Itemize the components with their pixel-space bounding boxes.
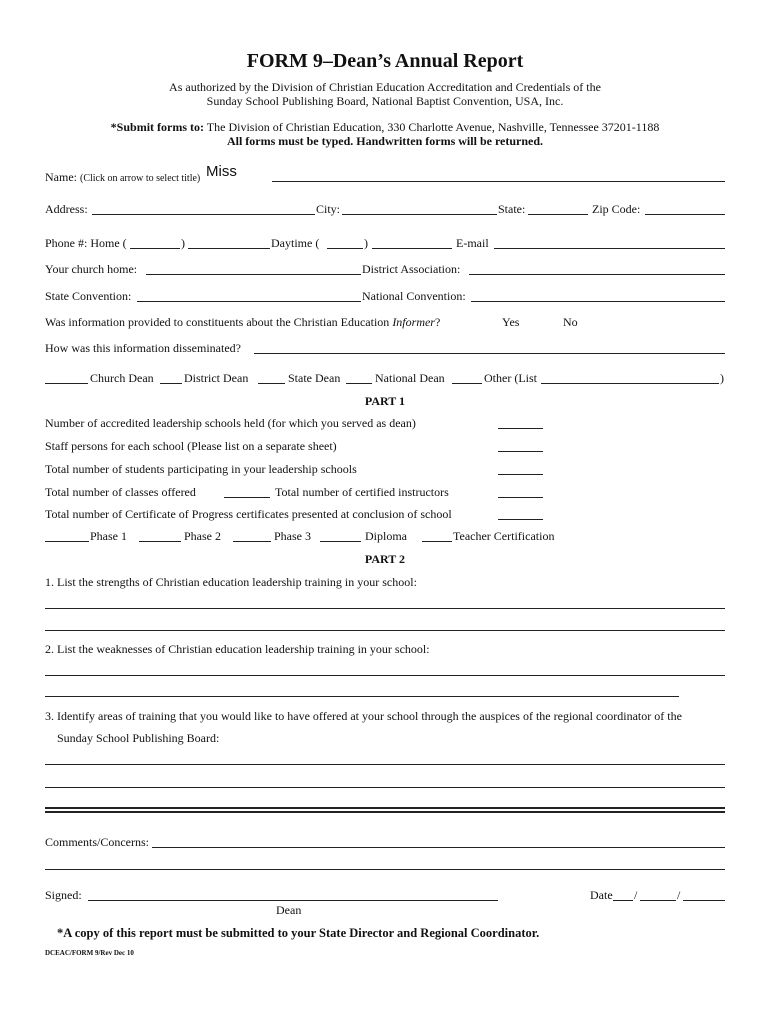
date-year-field[interactable]: [683, 900, 725, 901]
informer-yes-option[interactable]: Yes: [502, 315, 520, 329]
phase1-field[interactable]: [45, 541, 89, 542]
address-field[interactable]: [92, 214, 315, 215]
form-code: DCEAC/FORM 9/Rev Dec 10: [45, 949, 134, 957]
phase1-label: Phase 1: [90, 529, 127, 543]
schools-held-label: Number of accredited leadership schools held (for which you served as dean): [45, 416, 416, 430]
training-line-2[interactable]: [45, 787, 725, 788]
authorization-line-2: Sunday School Publishing Board, National Baptist Convention, USA, Inc.: [206, 94, 564, 108]
phone-home-field[interactable]: [188, 248, 270, 249]
church-dean-option: Church Dean: [90, 371, 154, 385]
title-select[interactable]: Miss: [206, 163, 237, 180]
informer-no-option[interactable]: No: [563, 315, 578, 329]
weaknesses-line-1[interactable]: [45, 675, 725, 676]
dean-caption: Dean: [276, 903, 302, 917]
students-label: Total number of students participating in your leadership schools: [45, 462, 357, 476]
phone-home-label: Phone #: Home (: [45, 236, 127, 250]
state-dean-option: State Dean: [288, 371, 341, 385]
copy-notice: *A copy of this report must be submitted to your State Director and Regional Coordinator.: [57, 926, 540, 940]
comments-line-1[interactable]: [152, 847, 725, 848]
email-field[interactable]: [494, 248, 725, 249]
zip-field[interactable]: [645, 214, 725, 215]
phone-home-area-field[interactable]: [130, 248, 180, 249]
district-dean-checkline[interactable]: [160, 383, 182, 384]
informer-question-prefix: Was information provided to constituents about the Christian Education: [45, 315, 390, 329]
national-convention-label: National Convention:: [362, 289, 466, 303]
strengths-line-2[interactable]: [45, 630, 725, 631]
classes-label: Total number of classes offered: [45, 485, 196, 499]
phase2-field[interactable]: [139, 541, 181, 542]
part2-heading: PART 2: [364, 552, 406, 566]
section-separator-bottom: [45, 811, 725, 813]
other-dean-checkline[interactable]: [452, 383, 482, 384]
phone-daytime-label: Daytime (: [271, 236, 320, 250]
weaknesses-line-2[interactable]: [45, 696, 679, 697]
other-dean-close: ): [720, 371, 724, 385]
date-label: Date: [590, 888, 613, 902]
name-hint: (Click on arrow to select title): [80, 173, 201, 184]
phase3-field[interactable]: [233, 541, 271, 542]
training-question-line-1: 3. Identify areas of training that you would like to have offered at your school through the auspices of the regional coordinator of the: [45, 709, 682, 723]
national-dean-option: National Dean: [375, 371, 445, 385]
name-field[interactable]: [272, 181, 725, 182]
date-separator-1: /: [634, 888, 638, 902]
address-label: Address:: [45, 202, 88, 216]
instructors-field[interactable]: [498, 497, 543, 498]
submit-address: The Division of Christian Education, 330 Charlotte Avenue, Nashville, Tennessee 37201-1188: [206, 120, 660, 134]
diploma-label: Diploma: [365, 529, 407, 543]
strengths-line-1[interactable]: [45, 608, 725, 609]
signature-field[interactable]: [88, 900, 498, 901]
phase3-label: Phase 3: [274, 529, 311, 543]
students-field[interactable]: [498, 474, 543, 475]
staff-field[interactable]: [498, 451, 543, 452]
state-dean-checkline[interactable]: [258, 383, 285, 384]
date-day-field[interactable]: [640, 900, 676, 901]
state-convention-field[interactable]: [137, 301, 361, 302]
city-field[interactable]: [342, 214, 497, 215]
phone-daytime-field[interactable]: [372, 248, 452, 249]
dissemination-label: How was this information disseminated?: [45, 341, 241, 355]
staff-label: Staff persons for each school (Please list on a separate sheet): [45, 439, 337, 453]
district-dean-option: District Dean: [184, 371, 249, 385]
comments-label: Comments/Concerns:: [45, 835, 149, 849]
state-convention-label: State Convention:: [45, 289, 132, 303]
informer-publication: Informer: [392, 315, 435, 329]
district-association-label: District Association:: [362, 262, 461, 276]
date-separator-2: /: [677, 888, 681, 902]
national-convention-field[interactable]: [471, 301, 725, 302]
schools-held-field[interactable]: [498, 428, 543, 429]
teacher-certification-field[interactable]: [422, 541, 452, 542]
email-label: E-mail: [456, 236, 489, 250]
date-month-field[interactable]: [613, 900, 633, 901]
certificates-label: Total number of Certificate of Progress certificates presented at conclusion of school: [45, 507, 452, 521]
other-dean-field[interactable]: [541, 383, 719, 384]
section-separator-top: [45, 807, 725, 809]
national-dean-checkline[interactable]: [346, 383, 372, 384]
phase2-label: Phase 2: [184, 529, 221, 543]
dissemination-field[interactable]: [254, 353, 725, 354]
informer-question-suffix: ?: [434, 315, 441, 329]
training-question-line-2: Sunday School Publishing Board:: [57, 731, 220, 745]
church-home-label: Your church home:: [45, 262, 138, 276]
church-home-field[interactable]: [146, 274, 361, 275]
diploma-field[interactable]: [320, 541, 361, 542]
submit-label: *Submit forms to:: [110, 120, 204, 134]
comments-line-2[interactable]: [45, 869, 725, 870]
signed-label: Signed:: [45, 888, 82, 902]
weaknesses-question: 2. List the weaknesses of Christian education leadership training in your school:: [45, 642, 430, 656]
phone-home-close: ): [181, 236, 185, 250]
form-title: FORM 9–Dean’s Annual Report: [246, 50, 524, 72]
phone-daytime-area-field[interactable]: [327, 248, 363, 249]
classes-field[interactable]: [224, 497, 270, 498]
strengths-question: 1. List the strengths of Christian education leadership training in your school:: [45, 575, 417, 589]
city-label: City:: [316, 202, 341, 216]
zip-label: Zip Code:: [592, 202, 641, 216]
phone-daytime-close: ): [364, 236, 368, 250]
part1-heading: PART 1: [364, 394, 406, 408]
training-line-1[interactable]: [45, 764, 725, 765]
church-dean-checkline[interactable]: [45, 383, 88, 384]
other-dean-option: Other (List: [484, 371, 537, 385]
teacher-certification-label: Teacher Certification: [453, 529, 555, 543]
name-label: [45, 170, 200, 186]
submit-instructions: [0, 120, 770, 134]
district-association-field[interactable]: [469, 274, 725, 275]
state-label: State:: [498, 202, 526, 216]
instructors-label: Total number of certified instructors: [275, 485, 449, 499]
authorization-line-1: As authorized by the Division of Christian Education Accreditation and Credentials of the: [169, 80, 601, 94]
informer-question: [45, 315, 440, 329]
name-label-text: Name:: [45, 170, 77, 184]
typed-notice: All forms must be typed. Handwritten forms will be returned.: [226, 134, 544, 148]
certificates-field[interactable]: [498, 519, 543, 520]
state-field[interactable]: [528, 214, 588, 215]
